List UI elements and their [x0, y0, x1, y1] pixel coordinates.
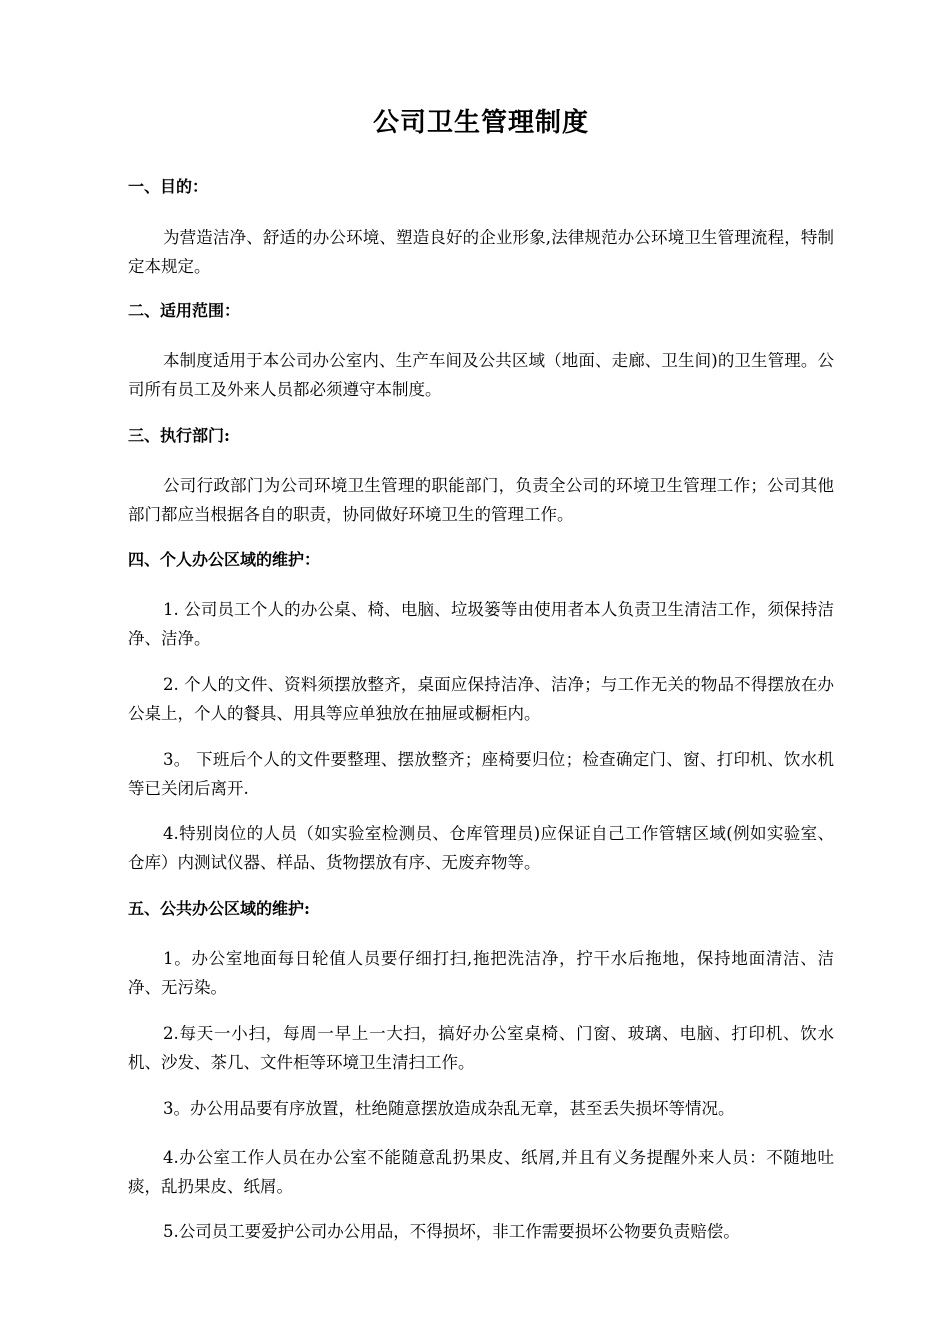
list-item: 2.每天一小扫，每周一早上一大扫，搞好办公室桌椅、门窗、玻璃、电脑、打印机、饮水机、沙发、茶几、文件柜等环境卫生清扫工作。 [128, 1024, 834, 1072]
section-heading-public-area: 五、公共办公区域的维护: [128, 899, 310, 918]
section-heading-scope: 二、适用范围： [128, 301, 241, 320]
list-item: 3。办公用品要有序放置，杜绝随意摆放造成杂乱无章，甚至丢失损坏等情况。 [163, 1099, 735, 1118]
list-item: 3。 下班后个人的文件要整理、摆放整齐；座椅要归位；检查确定门、窗、打印机、饮水机等已关闭后离开. [128, 750, 834, 798]
section-paragraph: 为营造洁净、舒适的办公环境、塑造良好的企业形象,法律规范办公环境卫生管理流程，特制定本规定。 [128, 228, 834, 276]
document-title: 公司卫生管理制度 [372, 108, 589, 138]
section-paragraph: 本制度适用于本公司办公室内、生产车间及公共区域（地面、走廊、卫生间)的卫生管理。公司所有员工及外来人员都必须遵守本制度。 [128, 351, 834, 399]
section-heading-personal-area: 四、个人办公区域的维护： [128, 550, 321, 569]
list-item: 1。办公室地面每日轮值人员要仔细打扫,拖把洗洁净，拧干水后拖地，保持地面清洁、洁净、无污染。 [128, 949, 834, 997]
list-item: 5.公司员工要爱护公司办公用品，不得损坏，非工作需要损坏公物要负责赔偿。 [163, 1222, 740, 1241]
list-item: 4.特别岗位的人员（如实验室检测员、仓库管理员)应保证自己工作管辖区域(例如实验室、仓库）内测试仪器、样品、货物摆放有序、无废弃物等。 [128, 824, 834, 872]
section-heading-department: 三、执行部门: [128, 426, 230, 445]
list-item: 2. 个人的文件、资料须摆放整齐，桌面应保持洁净、洁净；与工作无关的物品不得摆放在办公桌上，个人的餐具、用具等应单独放在抽屉或橱柜内。 [128, 675, 834, 723]
section-paragraph: 公司行政部门为公司环境卫生管理的职能部门，负责全公司的环境卫生管理工作；公司其他部门都应当根据各自的职责，协同做好环境卫生的管理工作。 [128, 476, 834, 524]
list-item: 1. 公司员工个人的办公桌、椅、电脑、垃圾篓等由使用者本人负责卫生清洁工作，须保持洁净、洁净。 [128, 600, 834, 648]
list-item: 4.办公室工作人员在办公室不能随意乱扔果皮、纸屑,并且有义务提醒外来人员：不随地吐痰，乱扔果皮、纸屑。 [128, 1148, 834, 1196]
section-heading-purpose: 一、目的： [128, 177, 209, 196]
